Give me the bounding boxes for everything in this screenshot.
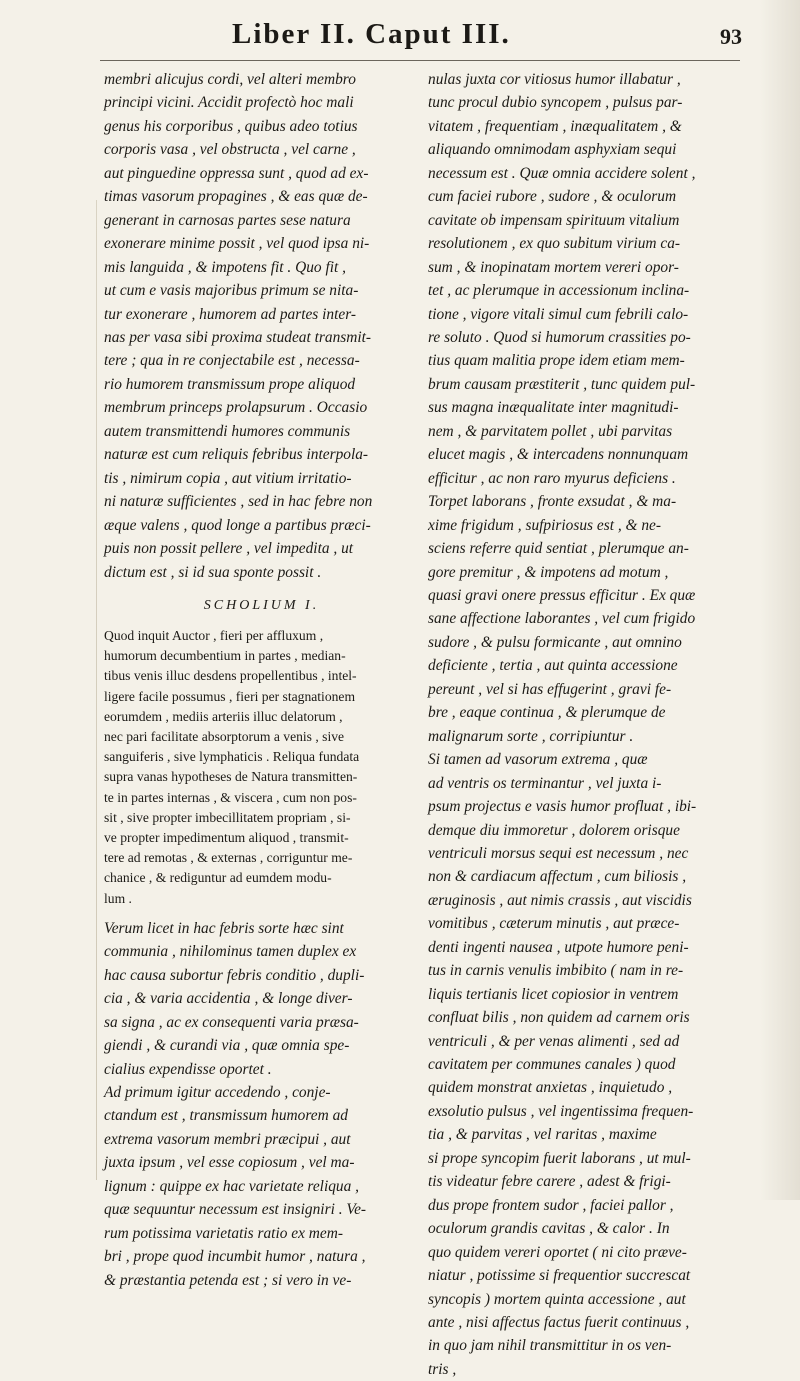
text-line: lum . xyxy=(104,890,132,906)
text-line: humorum decumbentium in partes , median- xyxy=(104,648,346,664)
text-line: necessum est . Quæ omnia accidere solent , xyxy=(428,164,696,182)
text-line: te in partes internas , & viscera , cum non pos- xyxy=(104,789,357,805)
text-line: sus magna inæqualitate inter magnitudi- xyxy=(428,399,679,417)
text-line: principi vicini. Accidit profectò hoc mali xyxy=(104,94,354,112)
left-column xyxy=(104,68,419,1292)
text-line: ad ventris os terminantur , vel juxta i- xyxy=(428,774,662,792)
text-line: æque valens , quod longe a partibus præci- xyxy=(104,516,371,534)
text-line: dus prope frontem sudor , faciei pallor , xyxy=(428,1196,674,1214)
text-line: genus his corporibus , quibus adeo totius xyxy=(104,117,358,135)
text-line: exsolutio pulsus , vel ingentissima frequen- xyxy=(428,1102,694,1120)
text-line: Torpet laborans , fronte exsudat , & ma- xyxy=(428,493,677,511)
text-line: hac causa subortur febris conditio , dupli- xyxy=(104,966,365,984)
scholium-text xyxy=(104,626,419,909)
page-header xyxy=(0,14,800,64)
text-line: autem transmittendi humores communis xyxy=(104,422,351,440)
text-line: denti ingenti nausea , utpote humore peni- xyxy=(428,938,689,956)
text-line: aliquando omnimodam asphyxiam sequi xyxy=(428,141,677,159)
text-line: tius quam malitia prope idem etiam mem- xyxy=(428,352,685,370)
text-line: tris , xyxy=(428,1360,457,1378)
page-number: 93 xyxy=(720,24,742,49)
text-line: ligere facile possumus , fieri per stagnationem xyxy=(104,688,356,704)
left-paragraph-2 xyxy=(104,917,419,1081)
text-line: Ad primum igitur accedendo , conje- xyxy=(104,1083,331,1101)
right-column xyxy=(428,68,748,1381)
text-line: resolutionem , ex quo subitum virium ca- xyxy=(428,235,681,253)
text-line: nem , & parvitatem pollet , ubi parvitas xyxy=(428,422,673,440)
text-line: sum , & inopinatam mortem vereri opor- xyxy=(428,258,679,276)
text-line: ventriculi morsus sequi est necessum , nec xyxy=(428,844,689,862)
text-line: dictum est , si id sua sponte possit . xyxy=(104,563,322,581)
text-line: malignarum sorte , corripiuntur . xyxy=(428,727,634,745)
text-line: confluat bilis , non quidem ad carnem oris xyxy=(428,1009,690,1027)
text-line: tere ; qua in re conjectabile est , necessa- xyxy=(104,352,360,370)
text-line: tus in carnis venulis imbibito ( nam in re- xyxy=(428,962,684,980)
text-line: tet , ac plerumque in accessionum inclina- xyxy=(428,282,690,300)
text-line: quidem monstrat anxietas , inquietudo , xyxy=(428,1079,673,1097)
text-line: nas per vasa sibi proxima studeat transmit- xyxy=(104,328,372,346)
text-line: oculorum grandis cavitas , & calor . In xyxy=(428,1220,670,1238)
text-line: generant in carnosas partes sese natura xyxy=(104,211,351,229)
text-line: brum causam præstiterit , tunc quidem pul- xyxy=(428,375,696,393)
text-line: tis , nimirum copia , aut vitium irritatio- xyxy=(104,469,352,487)
text-line: ve propter impedimentum aliquod , transmit- xyxy=(104,830,349,845)
text-line: tur exonerare , humorem ad partes inter- xyxy=(104,305,357,323)
text-line: lignum : quippe ex hac varietate reliqua , xyxy=(104,1177,360,1195)
text-line: aut pinguedine oppressa sunt , quod ad ex- xyxy=(104,164,369,182)
text-line: vomitibus , cæterum minutis , aut præce- xyxy=(428,915,680,933)
text-line: in quo jam nihil transmittitur in os ven- xyxy=(428,1337,672,1355)
text-line: Verum licet in hac febris sorte hæc sint xyxy=(104,919,344,937)
text-line: psum projectus e vasis humor profluat , ibi- xyxy=(428,798,697,816)
text-line: sudore , & pulsu formicante , aut omnino xyxy=(428,633,682,651)
text-line: rum potissima varietatis ratio ex mem- xyxy=(104,1224,343,1242)
page-fold-shadow xyxy=(96,200,97,1180)
text-line: membri alicujus cordi, vel alteri membro xyxy=(104,71,356,88)
text-line: quæ sequuntur necessum est insigniri . Ve- xyxy=(104,1201,367,1219)
text-line: ctandum est , transmissum humorem ad xyxy=(104,1107,348,1125)
text-line: efficitur , ac non raro myurus deficiens . xyxy=(428,469,676,487)
text-line: ventriculi , & per venas alimenti , sed ad xyxy=(428,1032,680,1050)
text-line: eorumdem , mediis arteriis illuc delatorum , xyxy=(104,708,343,724)
text-line: ni naturæ sufficientes , sed in hac febre non xyxy=(104,493,373,511)
text-line: re soluto . Quod si humorum crassities po- xyxy=(428,328,691,346)
text-line: chanice , & rediguntur ad eumdem modu- xyxy=(104,870,332,886)
text-line: mis languida , & impotens fit . Quo fit , xyxy=(104,258,346,276)
text-line: non & cardiacum affectum , cum biliosis , xyxy=(428,868,687,886)
text-line: sanguiferis , sive lymphaticis . Reliqua fundata xyxy=(104,749,360,765)
text-line: cum faciei rubore , sudore , & oculorum xyxy=(428,188,677,206)
text-line: niatur , potissime si frequentior succrescat xyxy=(428,1267,691,1285)
text-line: sciens referre quid sentiat , plerumque an- xyxy=(428,540,689,558)
text-line: naturæ est cum reliquis febribus interpola- xyxy=(104,446,369,464)
page-edge-shadow xyxy=(760,0,800,1200)
text-line: quo quidem vereri oportet ( ni cito præve- xyxy=(428,1243,687,1261)
text-line: sane affectione laborantes , vel cum frigido xyxy=(428,610,696,628)
left-paragraph-3 xyxy=(104,1081,419,1292)
text-line: ante , nisi affectus factus fuerit continuus , xyxy=(428,1314,690,1332)
text-line: rio humorem transmissum prope aliquod xyxy=(104,375,356,393)
text-line: deficiente , tertia , aut quinta accessione xyxy=(428,657,678,675)
text-line: cavitate ob impensam spirituum vitalium xyxy=(428,211,680,229)
text-line: Si tamen ad vasorum extrema , quæ xyxy=(428,751,648,769)
text-line: corporis vasa , vel obstructa , vel carne , xyxy=(104,141,356,159)
text-line: tia , & parvitas , vel raritas , maxime xyxy=(428,1126,657,1144)
right-paragraph-2 xyxy=(428,748,748,1381)
text-line: membrum princeps prolapsurum . Occasio xyxy=(104,399,368,417)
text-line: communia , nihilominus tamen duplex ex xyxy=(104,943,357,961)
text-line: tione , vigore vitali simul cum febrili calo- xyxy=(428,305,689,323)
text-line: puis non possit pellere , vel impedita , ut xyxy=(104,540,354,558)
text-line: sa signa , ac ex consequenti varia præsa- xyxy=(104,1013,359,1031)
text-line: pereunt , vel si has effugerint , gravi fe- xyxy=(428,680,672,698)
text-line: timas vasorum propagines , & eas quæ de- xyxy=(104,188,368,206)
text-line: tunc procul dubio syncopem , pulsus par- xyxy=(428,94,683,112)
text-line: nec pari facilitate absorptorum a venis , sive xyxy=(104,728,345,744)
text-line: Quod inquit Auctor , fieri per affluxum , xyxy=(104,627,324,643)
text-line: ut cum e vasis majoribus primum se nita- xyxy=(104,282,359,300)
text-line: bre , eaque continua , & plerumque de xyxy=(428,704,666,722)
text-line: supra vanas hypotheses de Natura transmitten- xyxy=(104,769,358,785)
text-line: gore premitur , & impotens ad motum , xyxy=(428,563,669,581)
text-line: tere ad remotas , & externas , corriguntur me- xyxy=(104,850,353,866)
text-line: giendi , & curandi via , quæ omnia spe- xyxy=(104,1037,350,1055)
text-line: tibus venis illuc desdens propellentibus , intel- xyxy=(104,668,357,684)
text-line: juxta ipsum , vel esse copiosum , vel ma- xyxy=(104,1154,355,1172)
scholium-heading: SCHOLIUM I. xyxy=(203,597,320,613)
text-line: cialius expendisse oportet . xyxy=(104,1060,272,1078)
text-line: extrema vasorum membri præcipui , aut xyxy=(104,1130,351,1148)
text-line: demque diu immoretur , dolorem orisque xyxy=(428,821,680,839)
running-head: Liber II. Caput III. xyxy=(232,18,511,50)
text-line: & præstantia petenda est ; si vero in ve- xyxy=(104,1271,352,1289)
text-line: tis videatur febre carere , adest & frigi- xyxy=(428,1173,671,1191)
right-paragraph-1 xyxy=(428,68,748,748)
text-line: æruginosis , aut nimis crassis , aut viscidis xyxy=(428,891,692,909)
text-line: cavitatem per communes canales ) quod xyxy=(428,1056,676,1074)
text-line: bri , prope quod incumbit humor , natura , xyxy=(104,1248,366,1266)
text-line: syncopis ) mortem quinta accessione , aut xyxy=(428,1290,686,1308)
text-line: vitatem , frequentiam , inæqualitatem , & xyxy=(428,117,682,135)
text-line: cia , & varia accidentia , & longe diver- xyxy=(104,990,353,1008)
text-line: quasi gravi onere pressus efficitur . Ex quæ xyxy=(428,586,696,604)
text-line: sit , sive propter imbecillitatem propriam , si- xyxy=(104,809,351,825)
text-line: nulas juxta cor vitiosus humor illabatur , xyxy=(428,71,681,88)
text-line: elucet magis , & intercadens nonnunquam xyxy=(428,446,689,464)
text-line: si prope syncopim fuerit laborans , ut mul- xyxy=(428,1149,691,1167)
text-line: liquis tertianis licet copiosior in ventrem xyxy=(428,985,679,1003)
text-line: exonerare minime possit , vel quod ipsa ni- xyxy=(104,235,370,253)
header-rule xyxy=(100,60,740,61)
text-line: xime frigidum , sufpiriosus est , & ne- xyxy=(428,516,661,534)
left-paragraph-1 xyxy=(104,68,419,584)
